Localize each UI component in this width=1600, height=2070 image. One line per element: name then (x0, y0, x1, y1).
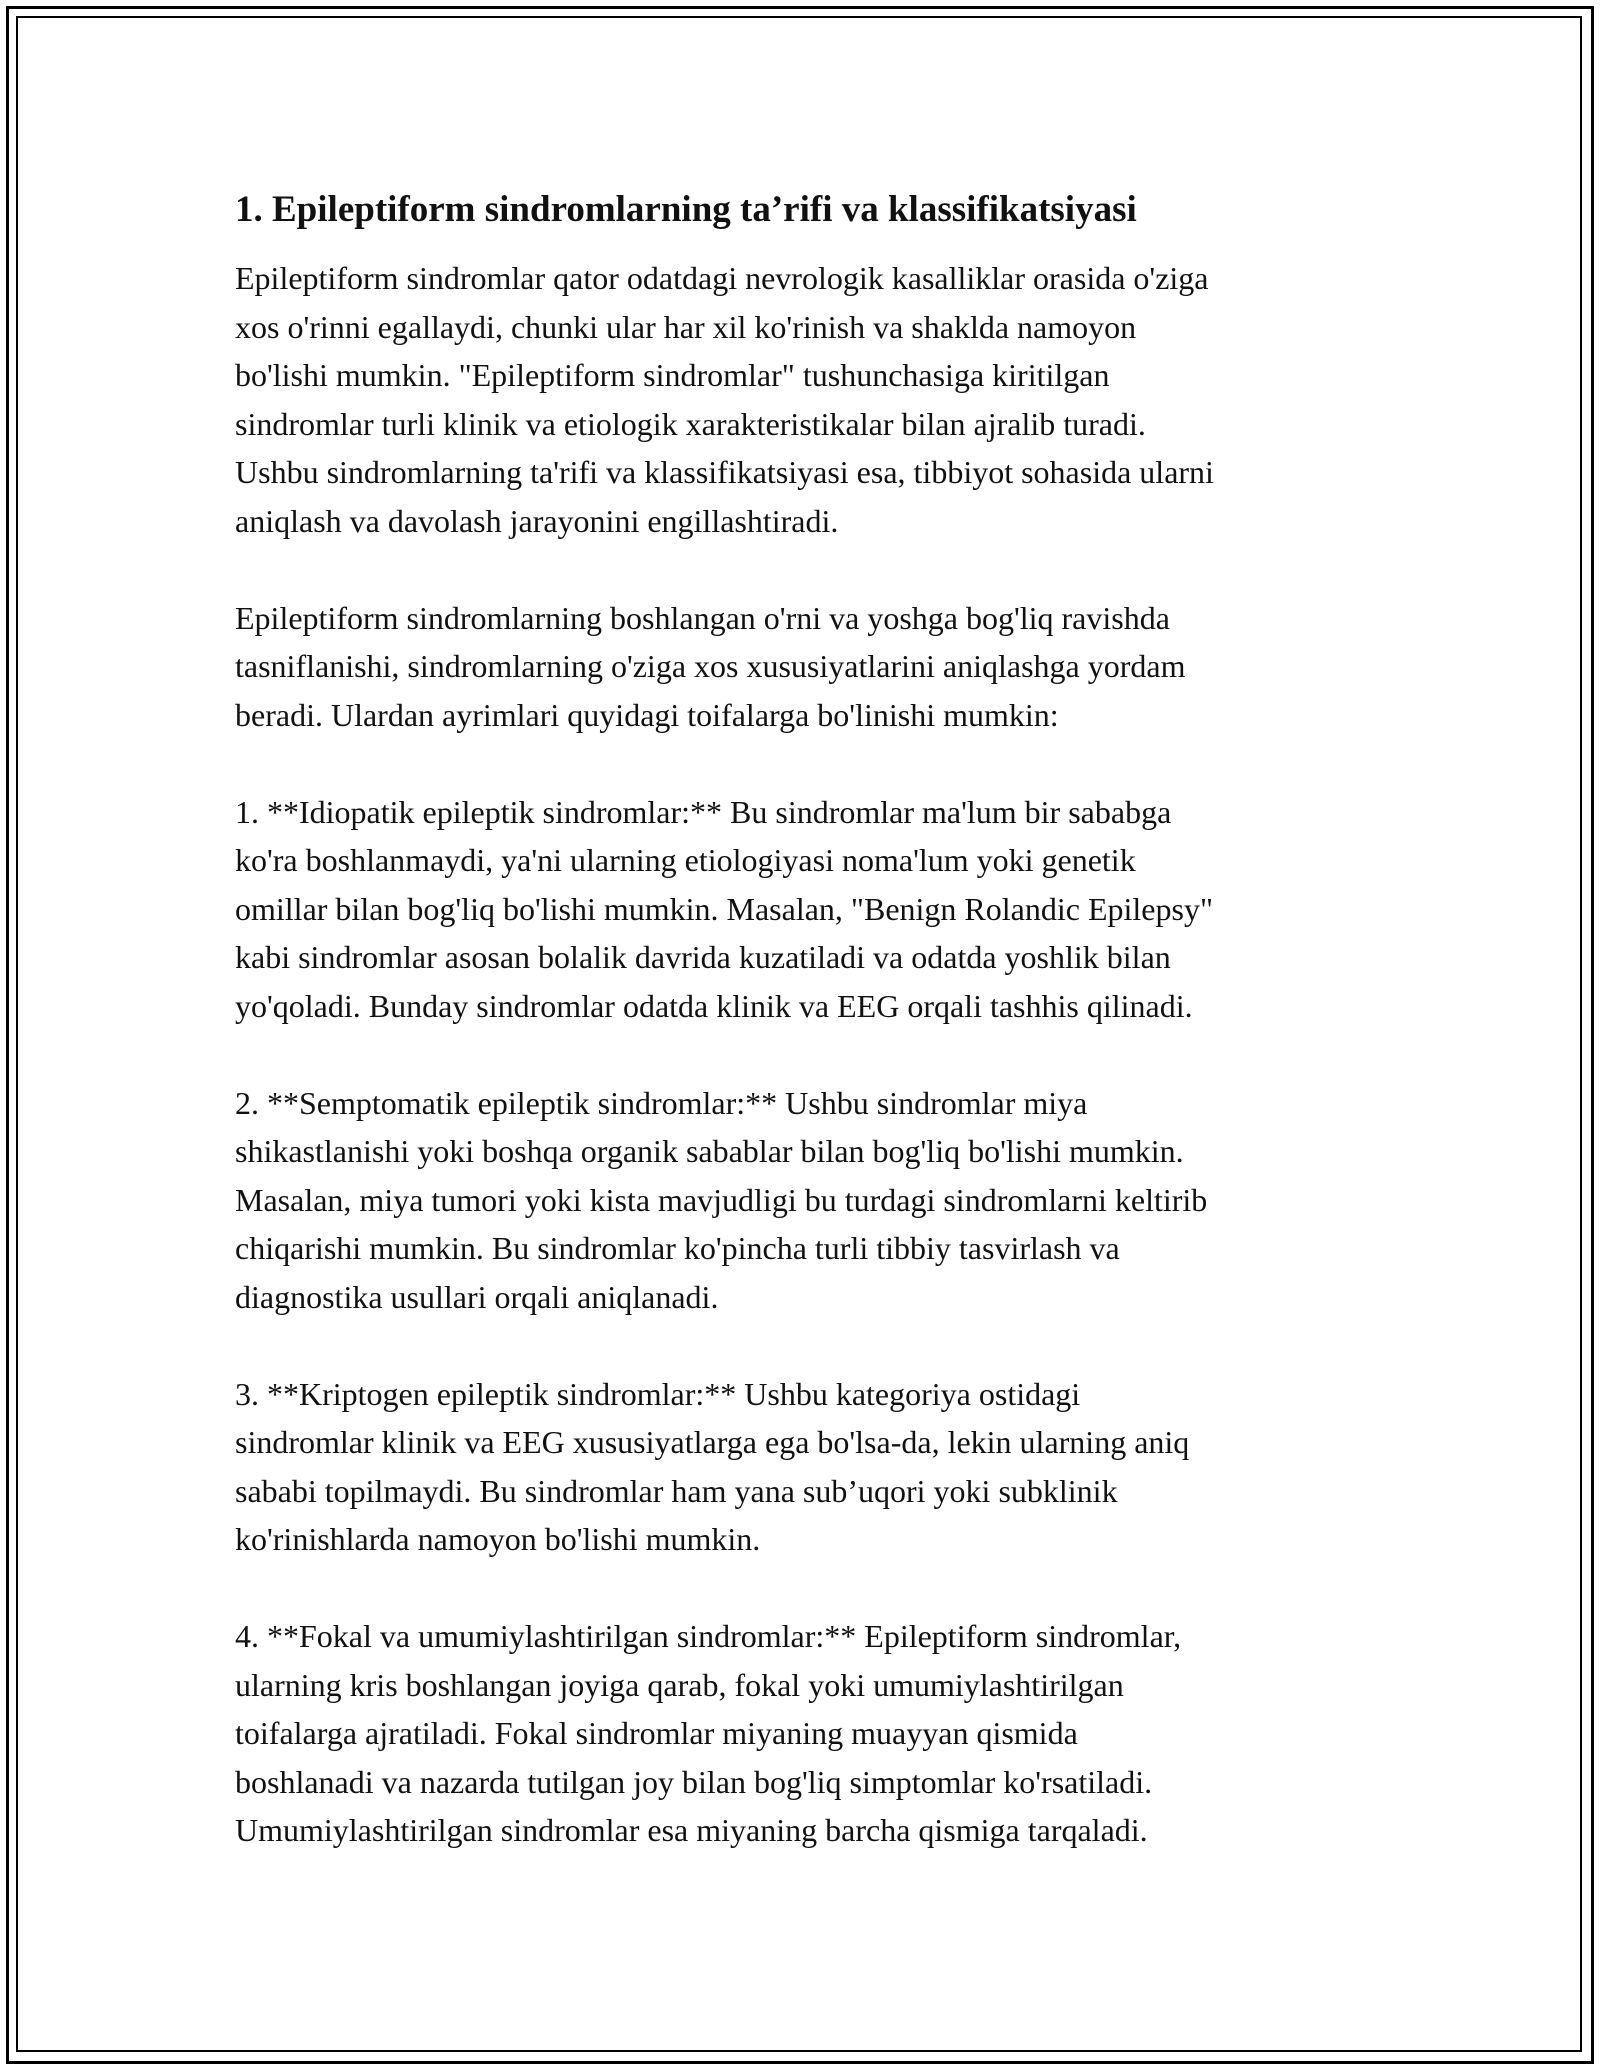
paragraph-classification: Epileptiform sindromlarning boshlangan o'rni va yoshga bog'liq ravishda tasniflanishi, sindromlarning o'ziga xos xususiyatlarini aniqlashga yordam beradi. Ulardan ayrimlari quyidagi toifalarga bo'linishi mumkin: (235, 599, 1186, 733)
list-item-idiopathic: 1. **Idiopatik epileptik sindromlar:** Bu sindromlar ma'lum bir sababga ko'ra boshlanmaydi, ya'ni ularning etiologiyasi noma'lum yoki genetik omillar bilan bog'liq bo'lishi mumkin. Masalan, "Benign Rolandic Epilepsy" kabi sindromlar asosan bolalik davrida kuzatiladi va odatda yoshlik bilan yo'qoladi. Bunday sindromlar odatda klinik va EEG orqali tashhis qilinadi. (235, 793, 1213, 1024)
list-item-cryptogenic: 3. **Kriptogen epileptik sindromlar:** Ushbu kategoriya ostidagi sindromlar klinik va EEG xususiyatlarga ega bo'lsa-da, lekin ularning aniq sababi topilmaydi. Bu sindromlar ham yana sub’uqori yoki subklinik ko'rinishlarda namoyon bo'lishi mumkin. (235, 1375, 1190, 1557)
paragraph-intro: Epileptiform sindromlar qator odatdagi nevrologik kasalliklar orasida o'ziga xos o'rinni egallaydi, chunki ular har xil ko'rinish va shaklda namoyon bo'lishi mumkin. "Epileptiform sindromlar" tushunchasiga kiritilgan sindromlar turli klinik va etiologik xarakteristikalar bilan ajralib turadi. Ushbu sindromlarning ta'rifi va klassifikatsiyasi esa, tibbiyot sohasida ularni aniqlash va davolash jarayonini engillashtiradi. (235, 260, 1214, 539)
document-body (235, 186, 1375, 1903)
list-item-focal-generalized: 4. **Fokal va umumiylashtirilgan sindromlar:** Epileptiform sindromlar, ularning kris boshlangan joyiga qarab, fokal yoki umumiylashtirilgan toifalarga ajratiladi. Fokal sindromlar miyaning muayyan qismida boshlanadi va nazarda tutilgan joy bilan bog'liq simptomlar ko'rsatiladi. Umumiylashtirilgan sindromlar esa miyaning barcha qismiga tarqaladi. (235, 1618, 1182, 1848)
section-heading: 1. Epileptiform sindromlarning ta’rifi va klassifikatsiyasi (235, 189, 1137, 230)
list-item-symptomatic: 2. **Semptomatik epileptik sindromlar:** Ushbu sindromlar miya shikastlanishi yoki boshqa organik sabablar bilan bog'liq bo'lishi mumkin. Masalan, miya tumori yoki kista mavjudligi bu turdagi sindromlarni keltirib chiqarishi mumkin. Bu sindromlar ko'pincha turli tibbiy tasvirlash va diagnostika usullari orqali aniqlanadi. (235, 1084, 1208, 1315)
